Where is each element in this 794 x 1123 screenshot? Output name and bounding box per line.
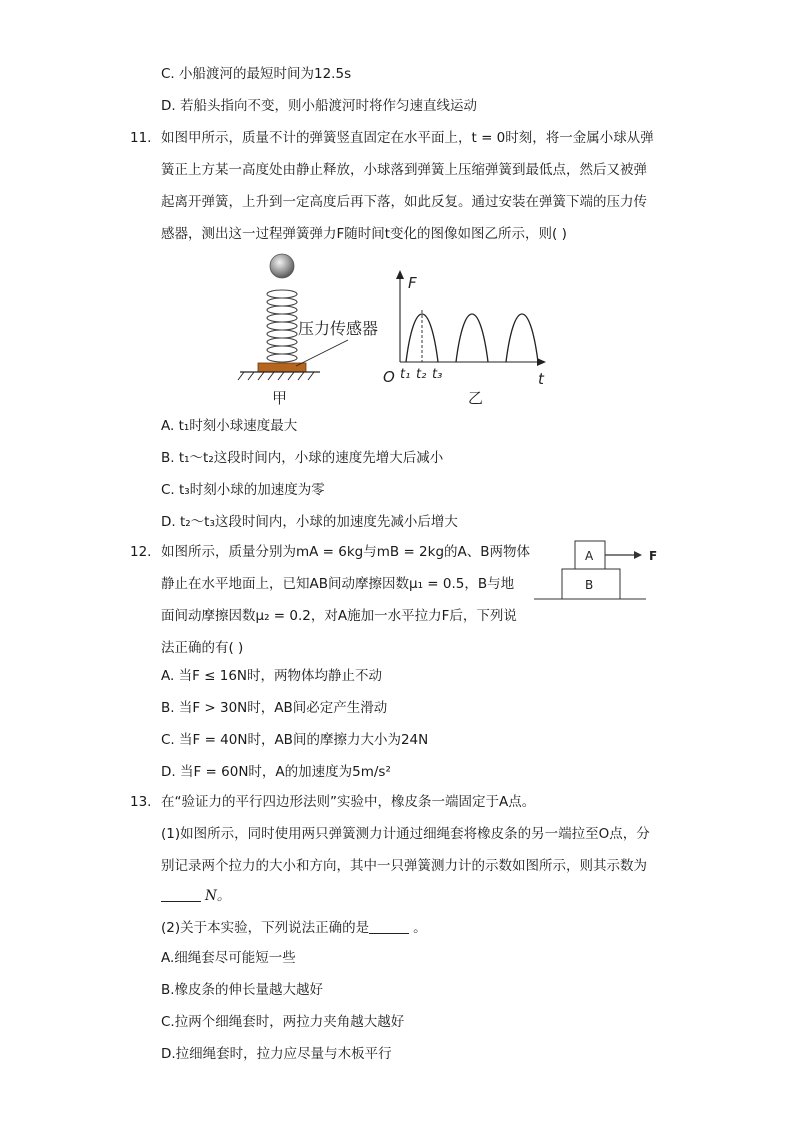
answer-blank-2[interactable] xyxy=(369,919,409,934)
q11-stem-line-4: 感器，测出这一过程弹簧弹力F随时间t变化的图像如图乙所示，则( ) xyxy=(161,226,567,242)
tick-t1: t₁ xyxy=(400,367,411,382)
axis-label-t: t xyxy=(538,370,544,388)
q11-figure xyxy=(230,248,560,410)
tick-t2: t₂ xyxy=(416,367,427,382)
q13-part2-line xyxy=(161,918,427,938)
sensor-label: 压力传感器 xyxy=(298,319,379,338)
metal-ball-icon xyxy=(270,254,294,278)
q12-figure xyxy=(532,536,666,604)
q13-part1-line-1: (1)如图所示，同时使用两只弹簧测力计通过细绳套将橡皮条的另一端拉至O点，分 xyxy=(161,826,650,842)
ground-hatch xyxy=(238,372,314,380)
q13-number: 13. xyxy=(130,794,152,810)
q11-stem-line-2: 簧正上方某一高度处由静止释放，小球落到弹簧上压缩弹簧到最低点，然后又被弹 xyxy=(161,162,647,178)
force-curve-3 xyxy=(506,314,538,362)
q12-stem-line-2: 静止在水平地面上，已知AB间动摩擦因数μ₁ = 0.5，B与地 xyxy=(161,576,515,592)
q12-stem-line-4: 法正确的有( ) xyxy=(161,640,244,656)
force-arrow-icon xyxy=(634,551,642,559)
tick-t3: t₃ xyxy=(432,367,443,382)
spring-icon xyxy=(267,290,297,362)
q11-stem-line-3: 起离开弹簧，上升到一定高度后再下落，如此反复。通过安装在弹簧下端的压力传 xyxy=(161,194,647,210)
q13-part1-line-2: 别记录两个拉力的大小和方向，其中一只弹簧测力计的示数如图所示，则其示数为 xyxy=(161,858,647,874)
figure-caption-yi: 乙 xyxy=(468,389,484,407)
force-label: F xyxy=(649,549,658,563)
q13-option-a: A.细绳套尽可能短一些 xyxy=(161,950,296,966)
q13-part2-tail: 。 xyxy=(413,920,427,936)
q11-option-d: D. t₂～t₃这段时间内，小球的加速度先减小后增大 xyxy=(161,514,458,530)
q12-stem-line-3: 面间动摩擦因数μ₂ = 0.2，对A施加一水平拉力F后，下列说 xyxy=(161,608,517,624)
q11-option-b: B. t₁～t₂这段时间内，小球的速度先增大后减小 xyxy=(161,450,444,466)
q13-part2-stem: (2)关于本实验，下列说法正确的是 xyxy=(161,920,370,936)
q10-option-d: D. 若船头指向不变，则小船渡河时将作匀速直线运动 xyxy=(161,98,477,114)
q13-part1-answer-line xyxy=(161,886,230,906)
q11-option-a: A. t₁时刻小球速度最大 xyxy=(161,418,298,434)
q12-option-d: D. 当F = 60N时，A的加速度为5m/s² xyxy=(161,764,391,780)
block-b-label: B xyxy=(585,578,594,592)
q12-option-a: A. 当F ≤ 16N时，两物体均静止不动 xyxy=(161,668,383,684)
q11-number: 11. xyxy=(130,130,152,146)
answer-blank-1[interactable] xyxy=(161,887,201,902)
q13-part1-unit: N。 xyxy=(205,888,231,904)
q12-stem-line-1: 如图所示，质量分别为mA = 6kg与mB = 2kg的A、B两物体 xyxy=(161,544,531,560)
q13-option-c: C.拉两个细绳套时，两拉力夹角越大越好 xyxy=(161,1014,405,1030)
axis-label-f: F xyxy=(408,274,417,292)
q13-option-d: D.拉细绳套时，拉力应尽量与木板平行 xyxy=(161,1046,392,1062)
q11-option-c: C. t₃时刻小球的加速度为零 xyxy=(161,482,325,498)
q10-option-c: C. 小船渡河的最短时间为12.5s xyxy=(161,66,352,82)
q12-option-c: C. 当F = 40N时，AB间的摩擦力大小为24N xyxy=(161,732,429,748)
q11-stem-line-1: 如图甲所示，质量不计的弹簧竖直固定在水平面上，t = 0时刻，将一金属小球从弹 xyxy=(161,130,654,146)
q13-option-b: B.橡皮条的伸长量越大越好 xyxy=(161,982,324,998)
force-curve-2 xyxy=(456,314,488,362)
q13-intro: 在“验证力的平行四边形法则”实验中，橡皮条一端固定于A点。 xyxy=(161,794,536,810)
block-a-label: A xyxy=(585,549,594,563)
q12-number: 12. xyxy=(130,544,152,560)
q12-option-b: B. 当F > 30N时，AB间必定产生滑动 xyxy=(161,700,388,716)
figure-caption-jia: 甲 xyxy=(272,389,288,407)
origin-label: O xyxy=(383,368,395,386)
